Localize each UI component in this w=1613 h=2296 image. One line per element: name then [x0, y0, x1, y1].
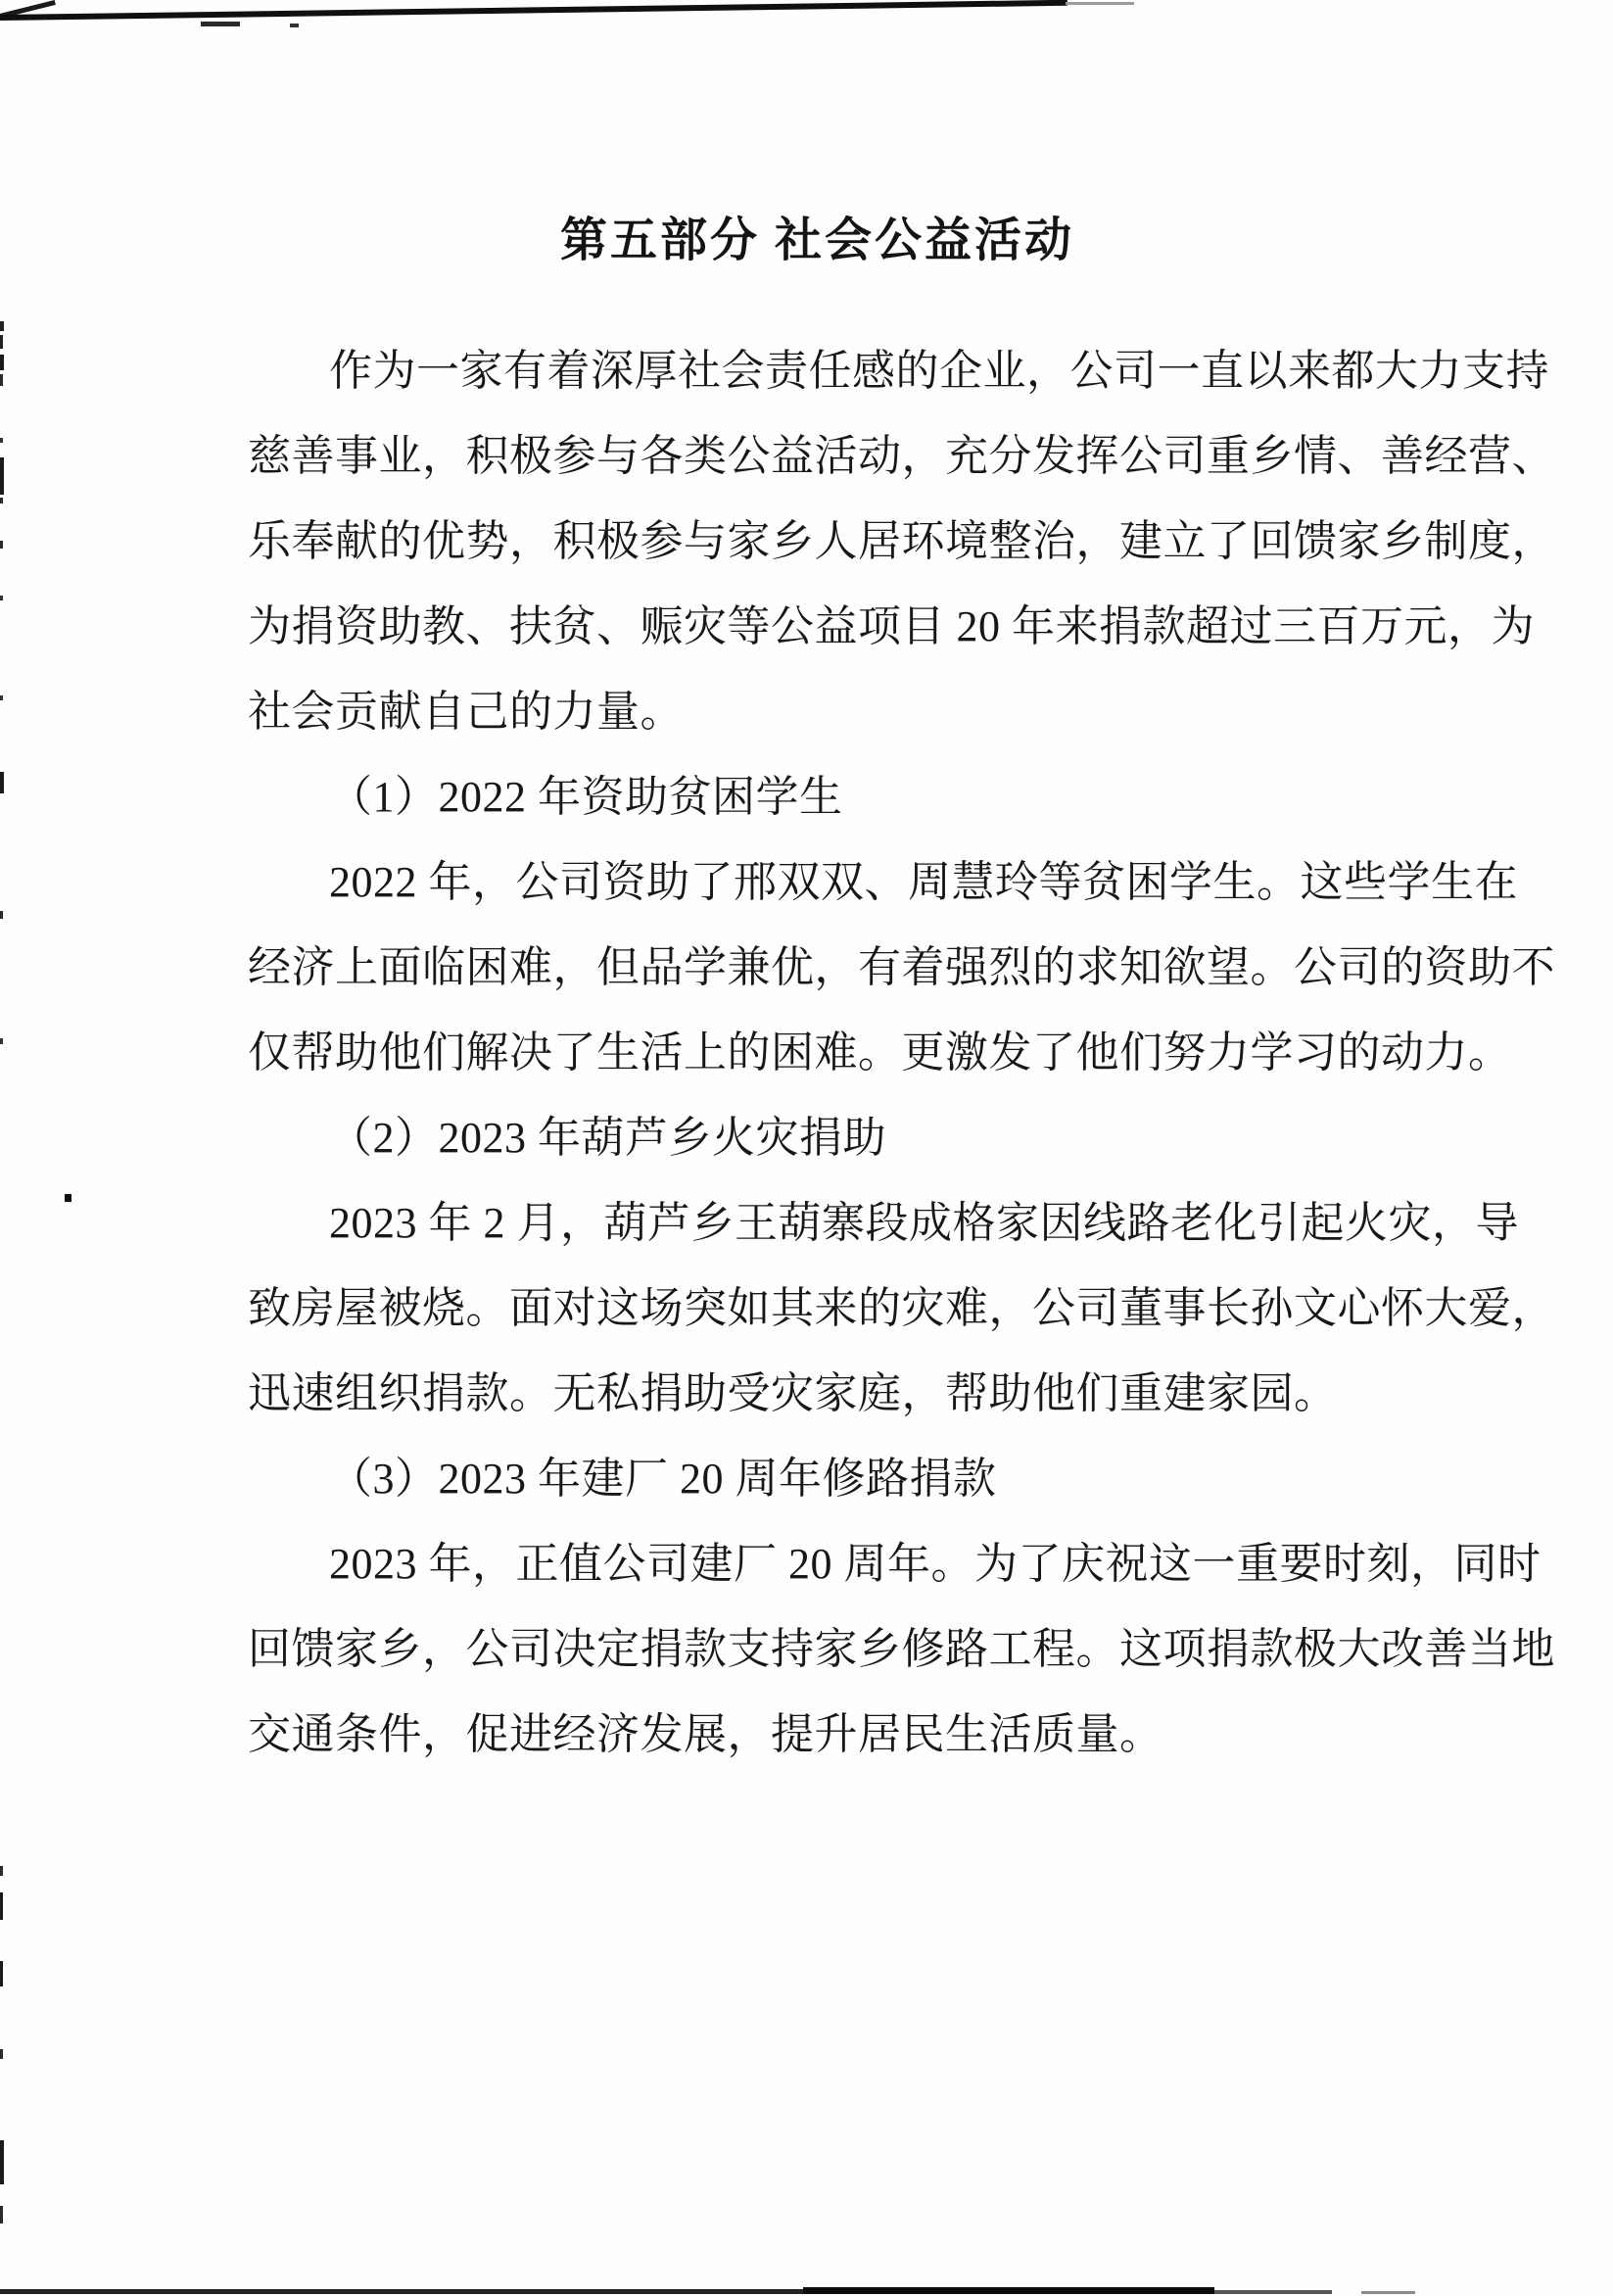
text-line: 2023 年，正值公司建厂 20 周年。为了庆祝这一重要时刻，同时 — [329, 1540, 1542, 1588]
scan-artifact-stray-dot — [65, 1194, 71, 1202]
section-heading: （3）2023 年建厂 20 周年修路捐款 — [329, 1455, 997, 1503]
text-line: 社会贡献自己的力量。 — [248, 688, 684, 736]
text-line: 回馈家乡，公司决定捐款支持家乡修路工程。这项捐款极大改善当地 — [248, 1625, 1555, 1673]
scan-artifact-left-dash-7 — [0, 498, 3, 503]
scan-artifact-bottom-edge-line-1 — [0, 2289, 803, 2294]
text-line: 经济上面临困难，但品学兼优，有着强烈的求知欲望。公司的资助不 — [248, 943, 1555, 991]
scan-artifact-bottom-edge-line-3 — [1214, 2290, 1332, 2294]
scan-artifact-left-dash-15 — [0, 1892, 3, 1920]
scan-artifact-left-dash-17 — [0, 2049, 3, 2059]
text-line: 迅速组织捐款。无私捐助受灾家庭，帮助他们重建家园。 — [248, 1369, 1338, 1417]
text-line: 2022 年，公司资助了邢双双、周慧玲等贫困学生。这些学生在 — [329, 858, 1518, 906]
scan-artifact-left-dash-11 — [0, 772, 4, 793]
scan-artifact-left-dash-9 — [0, 596, 3, 600]
scan-artifact-left-dash-1 — [0, 321, 4, 331]
scan-artifact-left-dash-16 — [0, 1961, 3, 1986]
scan-artifact-left-dash-19 — [0, 2206, 3, 2224]
text-line: 慈善事业，积极参与各类公益活动，充分发挥公司重乡情、善经营、 — [248, 432, 1555, 480]
scan-artifact-top-speck-2 — [290, 24, 299, 27]
text-line: 仅帮助他们解决了生活上的困难。更激发了他们努力学习的动力。 — [248, 1028, 1512, 1076]
text-line: 为捐资助教、扶贫、赈灾等公益项目 20 年来捐款超过三百万元，为 — [248, 602, 1535, 650]
document-body — [248, 328, 1555, 1777]
scan-artifact-top-edge-diagonal — [0, 0, 56, 19]
text-line: 致房屋被烧。面对这场突如其来的灾难，公司董事长孙文心怀大爱， — [248, 1284, 1555, 1332]
scan-artifact-left-dash-2 — [0, 335, 3, 349]
scan-artifact-top-edge-tail — [1066, 2, 1134, 5]
text-line: 交通条件，促进经济发展，提升居民生活质量。 — [248, 1710, 1163, 1758]
text-line: 作为一家有着深厚社会责任感的企业，公司一直以来都大力支持 — [329, 347, 1549, 395]
text-line: 2023 年 2 月，葫芦乡王葫寨段成格家因线路老化引起火灾，导 — [329, 1199, 1519, 1247]
scan-artifact-top-edge-line — [0, 0, 1067, 21]
document-title: 第五部分 社会公益活动 — [559, 215, 1074, 266]
scan-artifact-left-dash-8 — [0, 541, 3, 549]
text-line: 乐奉献的优势，积极参与家乡人居环境整治，建立了回馈家乡制度， — [248, 517, 1555, 565]
scan-artifact-left-dash-3 — [0, 355, 4, 370]
scan-artifact-left-dash-5 — [0, 438, 3, 443]
scan-artifact-left-dash-13 — [0, 1038, 3, 1044]
scan-artifact-bottom-edge-line-2 — [803, 2287, 1214, 2294]
scan-artifact-top-speck-1 — [201, 22, 240, 26]
scan-artifact-left-dash-18 — [0, 2140, 4, 2184]
scan-artifact-bottom-edge-line-4 — [1361, 2291, 1415, 2294]
scan-artifact-left-dash-6 — [0, 457, 4, 495]
section-heading: （1）2022 年资助贫困学生 — [329, 773, 843, 821]
scan-artifact-left-dash-14 — [0, 1866, 3, 1876]
scan-artifact-left-dash-4 — [0, 374, 3, 386]
scan-artifact-left-dash-10 — [0, 695, 3, 700]
scan-artifact-left-dash-12 — [0, 911, 3, 919]
section-heading: （2）2023 年葫芦乡火灾捐助 — [329, 1114, 886, 1162]
